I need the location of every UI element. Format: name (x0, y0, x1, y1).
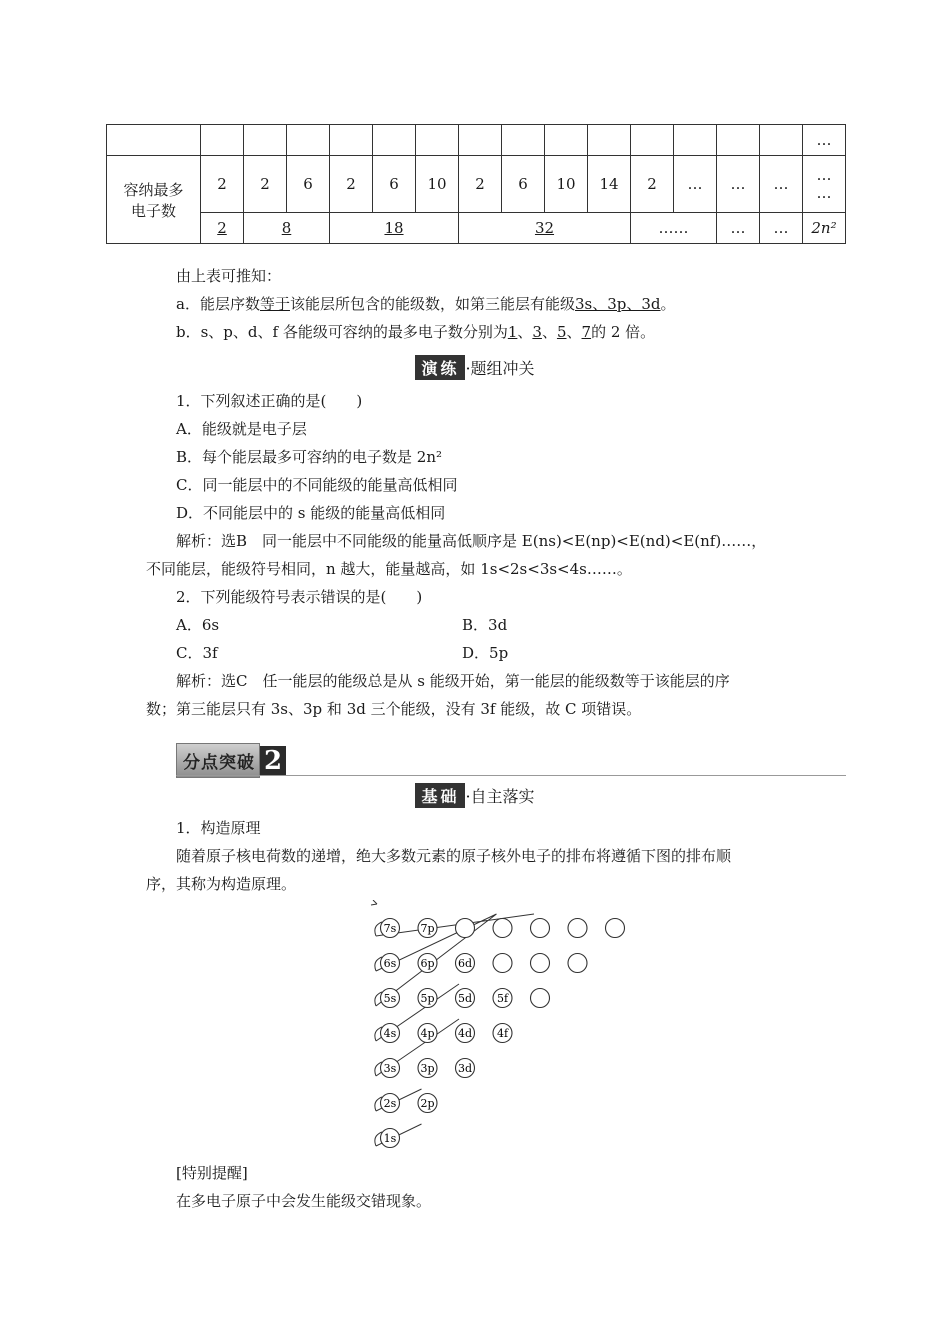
banner-title: ·自主落实 (465, 787, 535, 806)
orbital-circle (381, 1024, 400, 1043)
table-cell: … … (803, 156, 846, 213)
orbital-label: 5d (457, 992, 473, 1005)
orbital-label: 2p (420, 1097, 435, 1110)
q2-option-d: D．5p (462, 644, 509, 662)
orbital-circle (456, 1024, 475, 1043)
q2-explanation-2: 数；第三能层只有 3s、3p 和 3d 三个能级，没有 3f 能级，故 C 项错误。 (146, 700, 642, 718)
orbital-circle (456, 919, 475, 938)
orbital-circle (493, 989, 512, 1008)
section-label: 分点突破 (176, 743, 260, 778)
q1-option-a: A．能级就是电子层 (176, 420, 307, 438)
principle-heading: 1．构造原理 (176, 819, 261, 837)
orbital-label: 4f (496, 1027, 509, 1040)
table-cell: … (760, 213, 803, 244)
orbital-circle (493, 1024, 512, 1043)
orbital-circle (493, 954, 512, 973)
orbital-label: 7p (420, 922, 435, 935)
orbital-circle (531, 989, 550, 1008)
orbital-circle (381, 1129, 400, 1148)
q2-option-c: C．3f (176, 644, 218, 662)
orbital-circle (531, 919, 550, 938)
orbital-circle (456, 954, 475, 973)
orbital-circle (418, 919, 437, 938)
q1-stem: 1．下列叙述正确的是( ) (176, 392, 363, 410)
orbital-label: 5p (420, 992, 435, 1005)
banner-tag: 基础 (415, 783, 465, 808)
row-label: 容纳最多 电子数 (107, 156, 201, 244)
table-cell: 2 (459, 156, 502, 213)
table-row (107, 125, 846, 156)
orbital-label: 1s (383, 1132, 397, 1145)
table-cell: 2n² (803, 213, 846, 244)
q2-explanation-1: 解析：选C 任一能层的能级总是从 s 能级开始，第一能层的能级数等于该能层的序 (176, 672, 730, 690)
orbital-circle (381, 954, 400, 973)
orbital-circle (418, 954, 437, 973)
orbital-circle (568, 954, 587, 973)
infer-a: a．能层序数等于该能层所包含的能级数，如第三能层有能级3s、3p、3d。 (176, 295, 676, 313)
energy-level-table (106, 124, 846, 244)
orbital-circle (418, 1024, 437, 1043)
orbital-label: 3p (420, 1062, 435, 1075)
table-cell: 18 (330, 213, 459, 244)
table-cell: 32 (459, 213, 631, 244)
table-cell: 6 (502, 156, 545, 213)
orbital-label: 4s (383, 1027, 397, 1040)
principle-text-2: 序，其称为构造原理。 (146, 875, 297, 893)
orbital-circle (381, 1094, 400, 1113)
orbital-circle (418, 1094, 437, 1113)
banner-title: ·题组冲关 (465, 359, 535, 378)
section-header (176, 743, 286, 775)
note-heading: [特别提醒] (176, 1164, 248, 1182)
orbital-circle (493, 919, 512, 938)
table-cell: 14 (588, 156, 631, 213)
table-cell: 6 (373, 156, 416, 213)
table-cell: 10 (416, 156, 459, 213)
q1-explanation-2: 不同能层，能级符号相同，n 越大，能量越高，如 1s<2s<3s<4s……。 (146, 560, 632, 578)
orbital-circle (418, 989, 437, 1008)
q2-option-a: A．6s (176, 616, 220, 634)
orbital-circle (381, 989, 400, 1008)
table-cell: … (803, 125, 846, 156)
note-text: 在多电子原子中会发生能级交错现象。 (176, 1192, 432, 1210)
table-cell: 2 (631, 156, 674, 213)
q1-option-b: B．每个能层最多可容纳的电子数是 2n² (176, 448, 443, 466)
q2-stem: 2．下列能级符号表示错误的是( ) (176, 588, 423, 606)
orbital-label: 6d (457, 957, 473, 970)
orbital-label: 3s (383, 1062, 397, 1075)
principle-text-1: 随着原子核电荷数的递增，绝大多数元素的原子核外电子的排布将遵循下图的排布顺 (176, 847, 732, 865)
q1-explanation-1: 解析：选B 同一能层中不同能级的能量高低顺序是 E(ns)<E(np)<E(nd)<E(nf)……， (176, 532, 767, 550)
orbital-circle (606, 919, 625, 938)
orbital-circle (456, 1059, 475, 1078)
table-row (107, 156, 846, 213)
table-cell: … (717, 213, 760, 244)
orbital-circle (568, 919, 587, 938)
table-cell: … (674, 156, 717, 213)
banner-practice (0, 355, 950, 381)
table-cell: 8 (244, 213, 330, 244)
orbital-circle (381, 919, 400, 938)
table-row (107, 213, 846, 244)
orbital-label: 5s (383, 992, 397, 1005)
orbital-label: 7s (383, 922, 397, 935)
banner-basics (0, 783, 950, 809)
q2-option-b: B．3d (462, 616, 508, 634)
orbital-label: 3d (457, 1062, 473, 1075)
table-cell: 2 (244, 156, 287, 213)
orbital-label: 4p (420, 1027, 435, 1040)
table-cell: 10 (545, 156, 588, 213)
orbital-label: 2s (383, 1097, 397, 1110)
table-cell: 6 (287, 156, 330, 213)
orbital-label: 4d (457, 1027, 473, 1040)
orbital-label: 6p (420, 957, 435, 970)
table-cell: 2 (201, 156, 244, 213)
table-cell: … (717, 156, 760, 213)
orbital-circle (418, 1059, 437, 1078)
infer-intro: 由上表可推知： (176, 267, 282, 285)
q1-option-c: C．同一能层中的不同能级的能量高低相同 (176, 476, 458, 494)
orbital-label: 6s (383, 957, 397, 970)
section-divider (176, 775, 846, 776)
orbital-circle (381, 1059, 400, 1078)
table-cell: … (760, 156, 803, 213)
orbital-label: 5f (496, 992, 509, 1005)
infer-b: b．s、p、d、f 各能级可容纳的最多电子数分别为1、3、5、7的 2 倍。 (176, 323, 656, 341)
table-cell: 2 (330, 156, 373, 213)
arrow-icon (371, 900, 377, 905)
section-number: 2 (260, 746, 286, 776)
aufbau-diagram (355, 900, 635, 1150)
banner-tag: 演练 (415, 355, 465, 380)
q1-option-d: D．不同能层中的 s 能级的能量高低相同 (176, 504, 446, 522)
orbital-circle (456, 989, 475, 1008)
orbital-circle (531, 954, 550, 973)
table-cell: …… (631, 213, 717, 244)
table-cell: 2 (201, 213, 244, 244)
